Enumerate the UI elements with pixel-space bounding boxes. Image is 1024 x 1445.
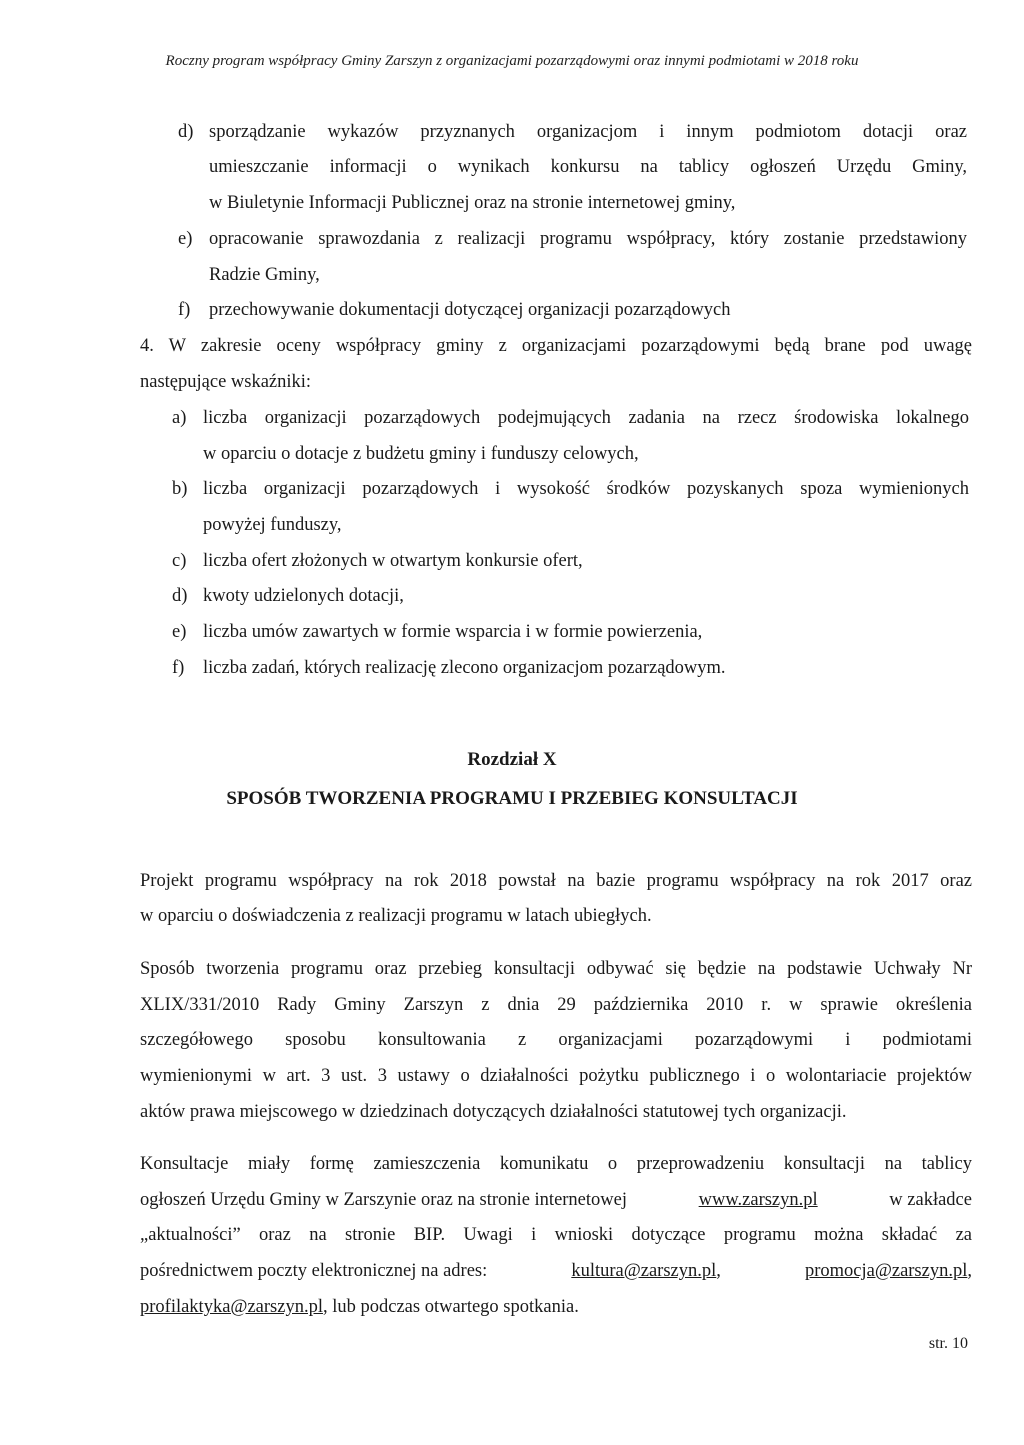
- list-item-d-line2: umieszczanie informacji o wynikach konkursu na tablicy ogłoszeń Urzędu Gminy,: [209, 157, 967, 177]
- indicator-label-c: c): [172, 551, 187, 571]
- para2-line4: wymienionymi w art. 3 ust. 3 ustawy o działalności pożytku publicznego i o wolontariacie projektów: [140, 1066, 972, 1086]
- para1-line1: Projekt programu współpracy na rok 2018 powstał na bazie programu współpracy na rok 2017 oraz: [140, 871, 972, 891]
- indicator-b-line2: powyżej funduszy,: [203, 515, 342, 535]
- website-link[interactable]: www.zarszyn.pl: [698, 1190, 818, 1210]
- email-link-profilaktyka[interactable]: profilaktyka@zarszyn.pl: [140, 1297, 323, 1317]
- indicator-label-e: e): [172, 622, 187, 642]
- chapter-number: Rozdział X: [467, 749, 557, 770]
- running-header: Roczny program współpracy Gminy Zarszyn z organizacjami pozarządowymi oraz innymi podmiotami w 2018 roku: [165, 53, 859, 69]
- list-item-d-line1: sporządzanie wykazów przyznanych organizacjom i innym podmiotom dotacji oraz: [209, 122, 967, 142]
- list-label-d: d): [178, 122, 194, 142]
- para2-line5: aktów prawa miejscowego w dziedzinach dotyczących działalności statutowej tych organizacji.: [140, 1102, 847, 1122]
- para3-line5: [140, 1295, 579, 1319]
- para1-line2: w oparciu o doświadczenia z realizacji programu w latach ubiegłych.: [140, 906, 652, 926]
- indicator-c-line1: liczba ofert złożonych w otwartym konkursie ofert,: [203, 551, 583, 571]
- indicator-e-line1: liczba umów zawartych w formie wsparcia i w formie powierzenia,: [203, 622, 703, 642]
- chapter-title: SPOSÓB TWORZENIA PROGRAMU I PRZEBIEG KONSULTACJI: [226, 788, 798, 809]
- para2-line3: szczegółowego sposobu konsultowania z organizacjami pozarządowymi i podmiotami: [140, 1030, 972, 1050]
- list-item-d-line3: w Biuletynie Informacji Publicznej oraz na stronie internetowej gminy,: [209, 193, 736, 213]
- email-link-kultura[interactable]: kultura@zarszyn.pl: [571, 1261, 717, 1281]
- para3-line4-text: pośrednictwem poczty elektronicznej na adres:: [140, 1261, 488, 1281]
- indicator-a-line2: w oparciu o dotacje z budżetu gminy i funduszy celowych,: [203, 444, 639, 464]
- para3-line1: Konsultacje miały formę zamieszczenia komunikatu o przeprowadzeniu konsultacji na tablicy: [140, 1154, 972, 1174]
- page-number: str. 10: [928, 1335, 968, 1352]
- list-item-f-line1: przechowywanie dokumentacji dotyczącej organizacji pozarządowych: [209, 300, 731, 320]
- email-separator-end: ,: [967, 1261, 972, 1281]
- list-item-e-line1: opracowanie sprawozdania z realizacji programu współpracy, który zostanie przedstawiony: [209, 229, 967, 249]
- indicator-b-line1: liczba organizacji pozarządowych i wysokość środków pozyskanych spoza wymienionych: [203, 479, 969, 499]
- indicator-label-b: b): [172, 479, 188, 499]
- para3-line5-text: , lub podczas otwartego spotkania.: [322, 1297, 579, 1317]
- para3-line3: „aktualności” oraz na stronie BIP. Uwagi i wnioski dotyczące programu można składać za: [140, 1225, 972, 1245]
- indicator-d-line1: kwoty udzielonych dotacji,: [203, 586, 404, 606]
- list-label-f: f): [178, 300, 191, 320]
- para3-line2-end: w zakładce: [889, 1190, 972, 1210]
- indicator-label-a: a): [172, 408, 187, 428]
- indicator-label-f: f): [172, 658, 185, 678]
- para2-line2: XLIX/331/2010 Rady Gminy Zarszyn z dnia 29 października 2010 r. w sprawie określenia: [140, 995, 972, 1015]
- point4-line2: następujące wskaźniki:: [140, 372, 312, 392]
- para3-line2-text: ogłoszeń Urzędu Gminy w Zarszynie oraz na stronie internetowej: [140, 1190, 627, 1210]
- list-item-e-line2: Radzie Gminy,: [209, 265, 320, 285]
- indicator-a-line1: liczba organizacji pozarządowych podejmujących zadania na rzecz środowiska lokalnego: [203, 408, 969, 428]
- para3-line4: [140, 1259, 972, 1283]
- para2-line1: Sposób tworzenia programu oraz przebieg konsultacji odbywać się będzie na podstawie Uchwały Nr: [140, 959, 972, 979]
- point4-line1: 4. W zakresie oceny współpracy gminy z organizacjami pozarządowymi będą brane pod uwagę: [140, 336, 972, 356]
- list-label-e: e): [178, 229, 193, 249]
- email-separator: ,: [716, 1261, 721, 1281]
- indicator-f-line1: liczba zadań, których realizację zlecono organizacjom pozarządowym.: [203, 658, 726, 678]
- email-link-promocja[interactable]: promocja@zarszyn.pl: [804, 1261, 968, 1281]
- indicator-label-d: d): [172, 586, 188, 606]
- para3-line2: [140, 1188, 972, 1212]
